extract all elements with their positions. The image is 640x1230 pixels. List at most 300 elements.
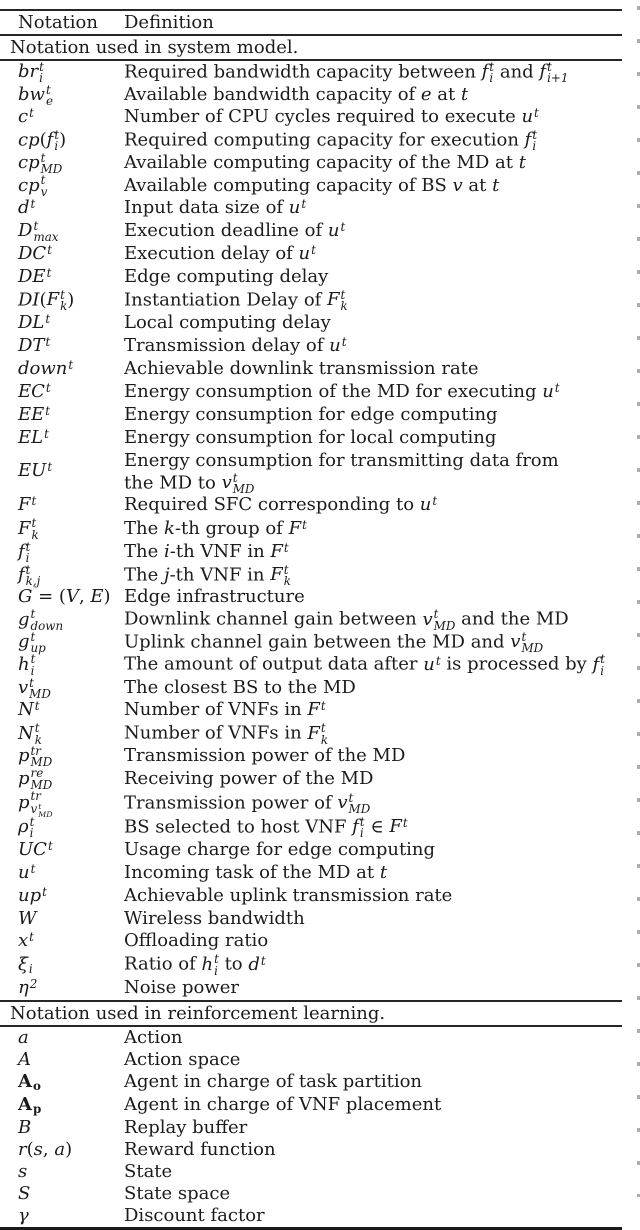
math-segment: $u^t$ xyxy=(288,196,307,218)
definition-cell xyxy=(124,312,622,334)
table-row xyxy=(0,839,622,862)
math-segment: a xyxy=(54,1138,66,1160)
math-segment: h t i xyxy=(201,952,219,978)
math-segment: E xyxy=(90,586,104,608)
math-segment: Required computing capacity for execution xyxy=(124,129,525,151)
definition-cell xyxy=(124,677,622,699)
math-segment: the MD to xyxy=(124,471,222,493)
math-segment: $u^t$ xyxy=(419,494,438,516)
math-segment: = ( xyxy=(32,586,66,608)
table-row xyxy=(0,381,622,404)
notation-cell xyxy=(0,839,124,862)
math-segment: $u^t$ xyxy=(298,243,316,265)
math-segment: γ xyxy=(18,1204,29,1226)
math-segment: $F^t$ xyxy=(389,816,408,838)
math-segment: Available bandwidth capacity of xyxy=(124,83,421,105)
table-row xyxy=(0,243,622,266)
notation-cell xyxy=(0,1094,124,1117)
table-row xyxy=(0,767,622,790)
table-row xyxy=(0,220,622,243)
notation-cell xyxy=(0,129,124,152)
math-segment: Receiving power of the MD xyxy=(124,767,374,789)
math-segment: Agent in charge of VNF placement xyxy=(124,1093,442,1115)
notation-cell xyxy=(0,908,124,930)
math-segment: The closest BS to the MD xyxy=(124,677,356,699)
math-segment: f t i xyxy=(352,815,365,841)
math-segment: Noise power xyxy=(124,976,239,998)
math-segment: v t MD xyxy=(30,801,53,819)
math-segment: Uplink channel gain between the MD and xyxy=(124,631,511,653)
math-segment: D t max xyxy=(18,218,59,245)
math-segment: f t k,j xyxy=(18,562,41,589)
notation-cell xyxy=(0,816,124,839)
definition-cell xyxy=(124,745,622,767)
math-segment: ) xyxy=(65,1138,73,1160)
notation-cell xyxy=(0,586,124,608)
definition-cell xyxy=(124,1094,622,1116)
math-segment: $u^t$ xyxy=(18,862,36,884)
definition-cell xyxy=(124,792,622,815)
math-segment: Execution deadline of xyxy=(124,220,328,242)
math-segment: $u^t$ xyxy=(327,220,346,242)
math-segment: F t k xyxy=(270,562,291,589)
table-row xyxy=(0,789,622,819)
definition-cell xyxy=(124,608,622,631)
definition-cell xyxy=(124,129,622,152)
math-segment: p tr v t MD xyxy=(18,789,53,819)
math-segment: j xyxy=(163,564,170,586)
math-segment: ( xyxy=(39,129,47,151)
math-segment: p re MD xyxy=(18,766,53,792)
table-header-row xyxy=(0,11,622,34)
table-row xyxy=(0,289,622,312)
section-header: Notation used in reinforcement learning. xyxy=(10,1002,386,1024)
table-row xyxy=(0,404,622,427)
math-segment: f t i+1 xyxy=(539,60,569,86)
math-segment: $EE^t$ xyxy=(18,403,51,425)
notation-cell xyxy=(0,152,124,175)
math-segment: e xyxy=(420,83,432,105)
math-segment: v t MD xyxy=(18,675,51,702)
notation-cell xyxy=(0,381,124,404)
math-segment: Ap xyxy=(18,1093,42,1116)
definition-cell xyxy=(124,61,622,84)
definition-cell xyxy=(124,358,622,380)
math-segment: Reward function xyxy=(124,1138,276,1160)
table-row xyxy=(0,312,622,335)
math-segment: A xyxy=(18,1048,31,1070)
definition-cell xyxy=(124,839,622,861)
math-segment: $EU^t$ xyxy=(18,460,53,482)
math-segment: and the MD xyxy=(455,608,569,630)
math-segment: ( xyxy=(26,1138,34,1160)
notation-cell xyxy=(0,335,124,358)
math-segment: t xyxy=(492,174,500,196)
notation-cell xyxy=(0,289,124,312)
math-segment: BS selected to host VNF xyxy=(124,816,353,838)
notation-cell xyxy=(0,517,124,540)
math-segment: Available computing capacity of the MD at xyxy=(124,151,519,173)
notation-cell xyxy=(0,541,124,564)
notation-cell xyxy=(0,608,124,631)
math-segment: ) xyxy=(67,289,75,311)
math-segment: p tr MD xyxy=(18,743,53,770)
table-row xyxy=(0,1139,622,1161)
math-segment: $DC^t$ xyxy=(18,243,52,265)
definition-cell xyxy=(124,908,622,930)
math-segment: r xyxy=(18,1138,27,1160)
math-segment: ) xyxy=(59,129,67,151)
math-segment: Input data size of xyxy=(124,196,289,218)
table-row xyxy=(0,358,622,381)
math-segment: t xyxy=(518,151,526,173)
math-segment: Energy consumption for transmitting data from xyxy=(124,449,559,471)
column-header-definition: Definition xyxy=(124,12,214,33)
table-row xyxy=(0,1027,622,1049)
math-segment: f t i xyxy=(524,128,538,154)
table-row xyxy=(0,1183,622,1205)
math-segment: at xyxy=(462,174,493,196)
math-segment: W xyxy=(18,908,37,930)
math-segment: G xyxy=(18,586,33,608)
math-segment: v xyxy=(452,174,463,196)
notation-cell xyxy=(0,427,124,450)
math-segment: Transmission delay of xyxy=(124,334,330,356)
math-segment: , xyxy=(42,1138,55,1160)
notation-cell xyxy=(0,358,124,381)
table-row xyxy=(0,1205,622,1227)
math-segment: ξi xyxy=(18,953,33,976)
definition-cell xyxy=(124,586,622,608)
definition-cell xyxy=(124,699,622,722)
notation-cell xyxy=(0,1139,124,1161)
definition-cell xyxy=(124,84,622,106)
definition-cell xyxy=(124,885,622,907)
math-segment: br t i xyxy=(18,60,44,86)
definition-cell xyxy=(124,1161,622,1183)
math-segment: Wireless bandwidth xyxy=(124,908,305,930)
math-segment: Action space xyxy=(124,1048,241,1070)
definition-cell xyxy=(124,220,622,243)
math-segment: $\eta^2$ xyxy=(18,976,38,998)
math-segment: $N^t$ xyxy=(18,699,40,721)
table-row xyxy=(0,129,622,152)
math-segment: DI xyxy=(18,289,40,311)
definition-cell xyxy=(124,518,622,541)
math-segment: ∈ xyxy=(364,816,390,838)
table-row xyxy=(0,517,622,540)
notation-cell xyxy=(0,243,124,266)
table-row xyxy=(0,677,622,700)
math-segment: t xyxy=(379,862,388,884)
definition-cell xyxy=(124,1027,622,1049)
table-row xyxy=(0,699,622,722)
math-segment: Energy consumption for local computing xyxy=(124,426,497,448)
notation-cell xyxy=(0,954,124,977)
math-segment: Agent in charge of task partition xyxy=(124,1070,423,1092)
table-row xyxy=(0,653,622,676)
notation-cell xyxy=(0,84,124,107)
math-segment: $F^t$ xyxy=(288,517,307,539)
math-segment: $F^t$ xyxy=(270,540,289,562)
math-segment: Incoming task of the MD at xyxy=(124,862,380,884)
definition-cell xyxy=(124,564,622,587)
notation-cell xyxy=(0,862,124,885)
math-segment: $u^t$ xyxy=(329,334,347,356)
table-row xyxy=(0,953,622,976)
notation-cell xyxy=(0,312,124,335)
notation-cell xyxy=(0,631,124,654)
definition-cell xyxy=(124,289,622,312)
math-segment: State xyxy=(124,1160,173,1182)
math-segment: Number of VNFs in xyxy=(124,699,308,721)
math-segment: g t down xyxy=(18,607,64,633)
notation-cell xyxy=(0,460,124,483)
math-segment: Required SFC corresponding to xyxy=(124,494,420,516)
math-segment: $DL^t$ xyxy=(18,311,51,333)
math-segment: V xyxy=(65,586,79,608)
math-segment: v t MD xyxy=(422,607,456,633)
math-segment: $F^t$ xyxy=(18,494,37,516)
math-segment: S xyxy=(18,1182,31,1204)
math-segment: Transmission power of the MD xyxy=(124,745,406,767)
notation-cell xyxy=(0,767,124,790)
math-segment: F t k xyxy=(307,721,329,747)
math-segment: ) xyxy=(103,586,111,608)
math-segment: cp t v xyxy=(18,173,48,199)
math-segment: Energy consumption for edge computing xyxy=(124,403,498,425)
definition-cell xyxy=(124,494,622,517)
table-row xyxy=(0,1071,622,1094)
math-segment: N t k xyxy=(18,721,42,747)
math-segment: -th VNF in xyxy=(169,540,271,562)
table-row xyxy=(0,61,622,84)
table-row xyxy=(0,152,622,175)
math-segment: $EC^t$ xyxy=(18,380,51,402)
math-segment: Replay buffer xyxy=(124,1116,248,1138)
table-row xyxy=(0,745,622,768)
table-row xyxy=(0,977,622,1000)
math-segment: Downlink channel gain between xyxy=(124,608,423,630)
definition-cell xyxy=(124,862,622,884)
definition-cell xyxy=(124,977,622,999)
math-segment: f t i xyxy=(46,128,60,154)
notation-cell xyxy=(0,266,124,289)
notation-cell xyxy=(0,885,124,908)
math-segment: a xyxy=(18,1026,29,1048)
math-segment: Number of CPU cycles required to execute xyxy=(124,106,522,128)
math-segment: Number of VNFs in xyxy=(124,722,308,744)
math-segment: -th VNF in xyxy=(169,564,271,586)
notation-cell xyxy=(0,174,124,197)
math-segment: The xyxy=(124,517,164,539)
table-row xyxy=(0,1094,622,1117)
definition-cell xyxy=(124,427,622,449)
math-segment: , xyxy=(78,586,91,608)
table-row xyxy=(0,197,622,220)
math-segment: bw t e xyxy=(18,82,53,108)
math-segment: The xyxy=(124,564,164,586)
math-segment: Local computing delay xyxy=(124,311,331,333)
notation-cell xyxy=(0,61,124,84)
definition-cell xyxy=(124,152,622,174)
table-row xyxy=(0,1161,622,1183)
definition-cell xyxy=(124,197,622,220)
math-segment: $u^t$ xyxy=(542,380,560,402)
notation-cell xyxy=(0,1117,124,1139)
math-segment: Usage charge for edge computing xyxy=(124,839,436,861)
table-row xyxy=(0,930,622,953)
table-row xyxy=(0,1049,622,1071)
math-segment: Discount factor xyxy=(124,1204,265,1226)
notation-cell xyxy=(0,722,124,745)
math-segment: F t k xyxy=(327,288,348,314)
math-segment: i xyxy=(163,540,170,562)
definition-cell xyxy=(124,541,622,564)
math-segment: and xyxy=(494,61,540,83)
math-segment: $x^t$ xyxy=(18,930,34,952)
math-segment: Offloading ratio xyxy=(124,930,269,952)
definition-cell xyxy=(124,631,622,654)
table-rule-bottom xyxy=(0,1227,622,1230)
math-segment: B xyxy=(18,1116,32,1138)
math-segment: The amount of output data after xyxy=(124,653,424,675)
notation-table xyxy=(0,9,622,1230)
math-segment: v t MD xyxy=(337,790,371,817)
math-segment: to xyxy=(218,953,249,975)
math-segment: F t k xyxy=(46,288,68,314)
table-row xyxy=(0,106,622,129)
math-segment: Achievable uplink transmission rate xyxy=(124,885,453,907)
math-segment: ρ t i xyxy=(18,815,35,841)
definition-cell xyxy=(124,381,622,404)
table-row xyxy=(0,266,622,289)
notation-cell xyxy=(0,789,124,819)
definition-cell xyxy=(124,1117,622,1139)
math-segment: F t k xyxy=(18,516,39,542)
math-segment: down$^t$ xyxy=(18,357,74,379)
definition-cell xyxy=(124,335,622,358)
math-segment: $UC^t$ xyxy=(18,839,53,861)
table-row xyxy=(0,885,622,908)
definition-cell xyxy=(124,653,622,676)
table-row xyxy=(0,427,622,450)
math-segment: The xyxy=(124,540,164,562)
definition-cell xyxy=(124,266,622,288)
definition-cell xyxy=(124,722,622,745)
math-segment: $d^t$ xyxy=(18,196,36,218)
table-row xyxy=(0,608,622,631)
math-segment: Energy consumption of the MD for executing xyxy=(124,380,543,402)
table-row xyxy=(0,541,622,564)
notation-cell xyxy=(0,197,124,220)
math-segment: $u^t$ xyxy=(521,106,539,128)
table-row xyxy=(0,450,622,495)
definition-cell xyxy=(124,1139,622,1161)
table-row xyxy=(0,722,622,745)
definition-cell xyxy=(124,404,622,426)
math-segment: k xyxy=(163,517,175,539)
definition-cell xyxy=(124,768,622,790)
math-segment: v t MD xyxy=(510,629,544,656)
math-segment: is processed by xyxy=(440,653,593,675)
math-segment: Ratio of xyxy=(124,953,202,975)
math-segment: g t up xyxy=(18,629,46,656)
definition-cell xyxy=(124,1183,622,1205)
column-header-notation: Notation xyxy=(18,12,98,33)
table-row xyxy=(0,494,622,517)
notation-cell xyxy=(0,977,124,1000)
math-segment: t xyxy=(461,83,469,105)
table-body xyxy=(0,36,622,1227)
math-segment: State space xyxy=(124,1182,231,1204)
math-segment: f t i xyxy=(18,539,31,565)
math-segment: $EL^t$ xyxy=(18,426,49,448)
math-segment: s xyxy=(33,1138,43,1160)
table-row xyxy=(0,335,622,358)
notation-cell xyxy=(0,404,124,427)
section-header: Notation used in system model. xyxy=(10,37,299,58)
notation-cell xyxy=(0,1049,124,1071)
math-segment: $c^t$ xyxy=(18,106,34,128)
table-row xyxy=(0,862,622,885)
notation-cell xyxy=(0,1161,124,1183)
notation-cell xyxy=(0,699,124,722)
table-row xyxy=(0,586,622,608)
math-segment: Execution delay of xyxy=(124,243,299,265)
notation-cell xyxy=(0,1205,124,1227)
notation-cell xyxy=(0,1027,124,1049)
table-row xyxy=(0,174,622,197)
math-segment: Required bandwidth capacity between xyxy=(124,61,482,83)
math-segment: Action xyxy=(124,1026,183,1048)
definition-cell xyxy=(124,1071,622,1093)
math-segment: $d^t$ xyxy=(248,953,266,975)
math-segment: $DT^t$ xyxy=(18,334,51,356)
notation-cell xyxy=(0,745,124,768)
table-row xyxy=(0,1117,622,1139)
definition-cell xyxy=(124,816,622,839)
math-segment: Instantiation Delay of xyxy=(124,289,328,311)
table-row xyxy=(0,564,622,587)
definition-cell xyxy=(124,953,622,976)
notation-cell xyxy=(0,653,124,676)
table-row xyxy=(0,84,622,107)
definition-cell xyxy=(124,175,622,197)
math-segment: v t MD xyxy=(221,470,255,496)
math-segment: ( xyxy=(39,289,47,311)
table-row xyxy=(0,908,622,930)
notation-cell xyxy=(0,1183,124,1205)
definition-cell xyxy=(124,930,622,952)
math-segment: Available computing capacity of BS xyxy=(124,174,453,196)
math-segment: $DE^t$ xyxy=(18,266,52,288)
math-segment: Edge computing delay xyxy=(124,266,329,288)
math-segment: cp xyxy=(18,129,40,151)
math-segment: Transmission power of xyxy=(124,792,338,814)
math-segment: Edge infrastructure xyxy=(124,586,305,608)
math-segment: cp t MD xyxy=(18,150,63,176)
notation-cell xyxy=(0,494,124,517)
definition-cell xyxy=(124,243,622,266)
definition-cell xyxy=(124,450,622,495)
definition-cell xyxy=(124,1205,622,1227)
table-row xyxy=(0,631,622,654)
math-segment: Ao xyxy=(18,1070,41,1093)
notation-cell xyxy=(0,106,124,129)
math-segment: $F^t$ xyxy=(307,699,326,721)
notation-cell xyxy=(0,564,124,587)
